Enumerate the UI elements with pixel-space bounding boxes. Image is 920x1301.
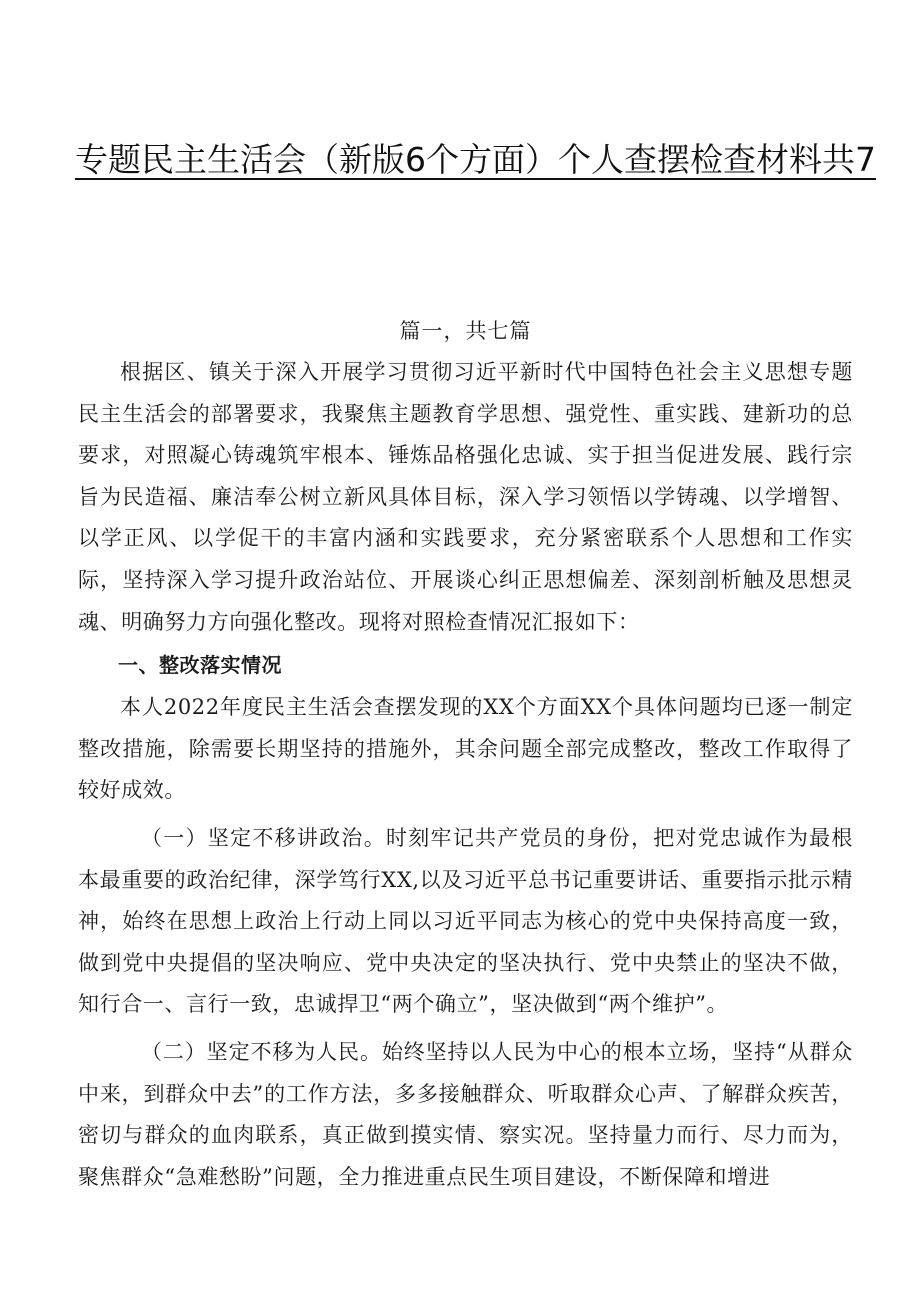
intro-paragraph: 根据区、镇关于深入开展学习贯彻习近平新时代中国特色社会主义思想专题民主生活会的部署要求，我聚焦主题教育学思想、强党性、重实践、建新功的总要求，对照凝心铸魂筑牢根本、锤炼品格强化忠诚、实于担当促进发展、践行宗旨为民造福、廉洁奉公树立新风具体目标，深入学习领悟以学铸魂、以学增智、以学正风、以学促干的丰富内涵和实践要求，充分紧密联系个人思想和工作实际，坚持深入学习提升政治站位、开展谈心纠正思想偏差、深刻剖析触及思想灵魂、明确努力方向强化整改。现将对照检查情况汇报如下：	[78, 360, 853, 634]
document-subtitle: 篇一，共七篇	[399, 319, 532, 343]
rectification-paragraph: 本人2022年度民主生活会查摆发现的XX个方面XX个具体问题均已逐一制定整改措施，除需要长期坚持的措施外，其余问题全部完成整改，整改工作取得了较好成效。	[78, 695, 853, 803]
section-heading-rectification: 一、整改落实情况	[118, 653, 282, 678]
document-title: 专题民主生活会（新版6个方面）个人查摆检查材料共7	[75, 140, 876, 179]
item-people-paragraph: （二）坚定不移为人民。始终坚持以人民为中心的根本立场，坚持“从群众中来，到群众中去”的工作方法，多多接触群众、听取群众心声、了解群众疾苦，密切与群众的血肉联系，真正做到摸实情、察实况。坚持量力而行、尽力而为，聚焦群众“急难愁盼”问题，全力推进重点民生项目建设，不断保障和增进	[78, 1039, 853, 1189]
document-body	[78, 310, 853, 1198]
item-politics-paragraph: （一）坚定不移讲政治。时刻牢记共产党员的身份，把对党忠诚作为最根本最重要的政治纪律，深学笃行XX,以及习近平总书记重要讲话、重要指示批示精神，始终在思想上政治上行动上同以习近平同志为核心的党中央保持高度一致，做到党中央提倡的坚决响应、党中央决定的坚决执行、党中央禁止的坚决不做，知行合一、言行一致，忠诚捍卫“两个确立”，坚决做到“两个维护”。	[78, 825, 853, 1017]
